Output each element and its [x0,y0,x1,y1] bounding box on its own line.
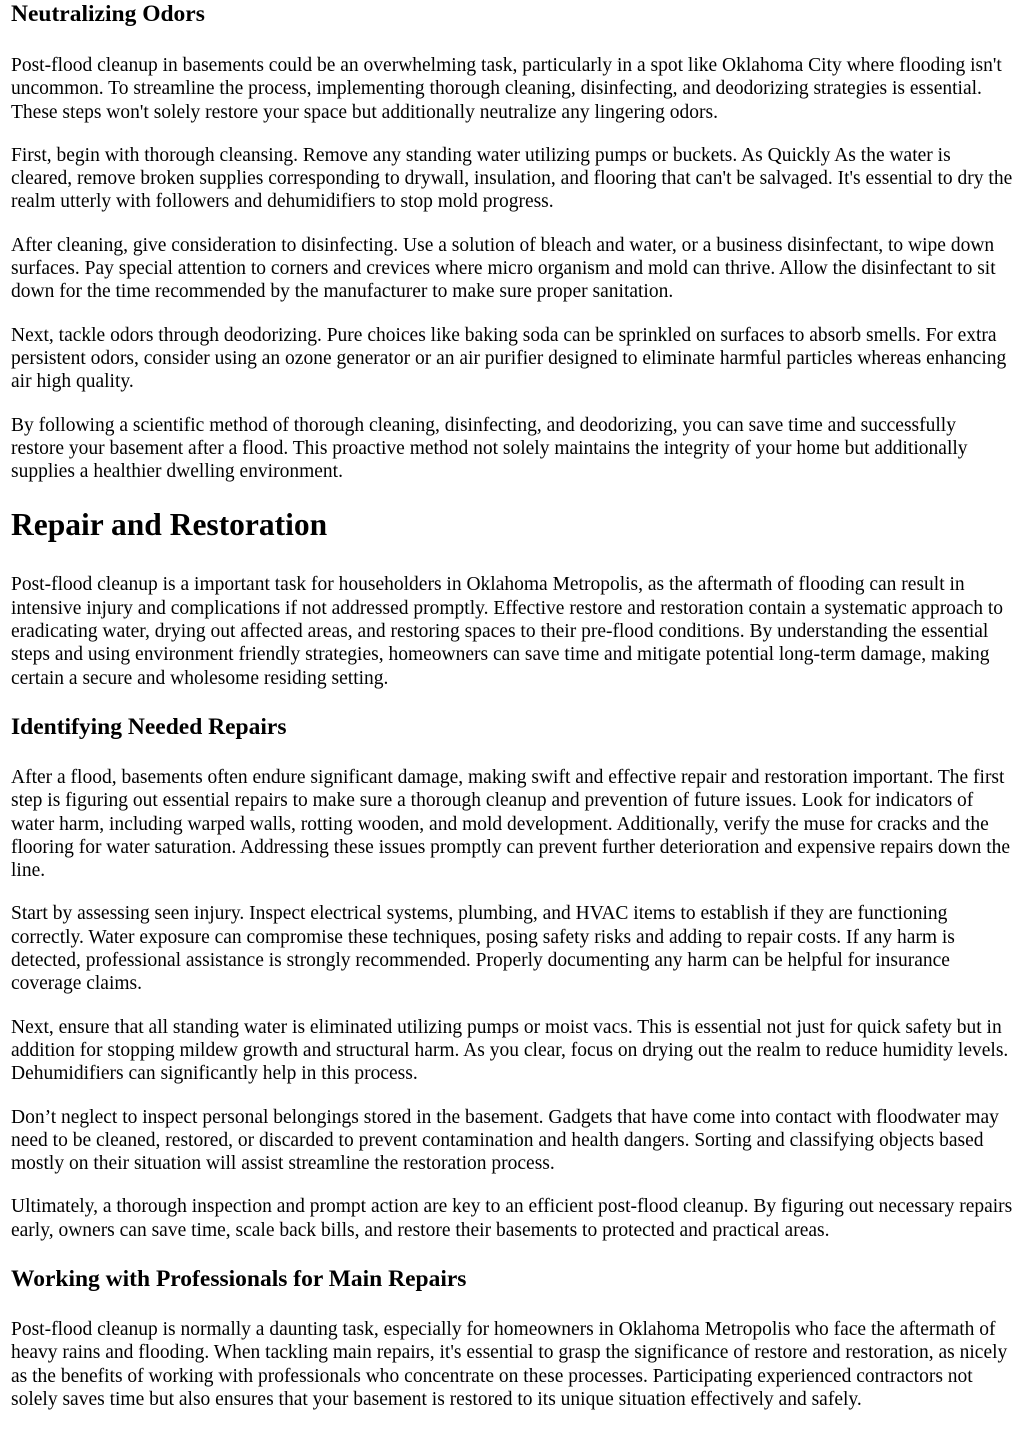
paragraph: Next, tackle odors through deodorizing. Pure choices like baking soda can be sprinkled on surfaces to absorb smells. For extra persistent odors, consider using an ozone generator or an air purifier designed to eliminate harmful particles whereas enhancing air high quality. [11,324,1007,393]
paragraph: Post-flood cleanup is normally a daunting task, especially for homeowners in Oklahoma Metropolis who face the aftermath of heavy rains and flooding. When tackling main repairs, it's essential to grasp the significance of restore and restoration, as nicely as the benefits of working with professionals who concentrate on these processes. Participating experienced contractors not solely saves time but also ensures that your basement is restored to its unique situation effectively and safely. [11,1318,1008,1410]
paragraph: First, begin with thorough cleansing. Remove any standing water utilizing pumps or buckets. As Quickly As the water is cleared, remove broken supplies corresponding to drywall, insulation, and flooring that can't be salvaged. It's essential to dry the realm utterly with followers and dehumidifiers to stop mold progress. [11,144,1013,213]
paragraph: Post-flood cleanup is a important task for householders in Oklahoma Metropolis, as the aftermath of flooding can result in intensive injury and complications if not addressed promptly. Effective restore and restoration contain a systematic approach to eradicating water, drying out affected areas, and restoring spaces to their pre-flood conditions. By understanding the essential steps and using environment friendly strategies, homeowners can save time and mitigate potential long-term damage, making certain a secure and wholesome residing setting. [11,574,1004,689]
article [0,1,1024,1411]
paragraph: After a flood, basements often endure significant damage, making swift and effective repair and restoration important. The first step is figuring out essential repairs to make sure a thorough cleanup and prevention of future issues. Look for indicators of water harm, including warped walls, rotting wooden, and mold development. Additionally, verify the muse for cracks and the flooring for water saturation. Addressing these issues promptly can prevent further deterioration and expensive repairs down the line. [11,766,1011,882]
heading-repair-and-restoration: Repair and Restoration [11,507,328,543]
paragraph: Post-flood cleanup in basements could be an overwhelming task, particularly in a spot like Oklahoma City where flooding isn't uncommon. To streamline the process, implementing thorough cleaning, disinfecting, and deodorizing strategies is essential. These steps won't solely restore your space but additionally neutralize any lingering odors. [11,55,1002,123]
paragraph: After cleaning, give consideration to disinfecting. Use a solution of bleach and water, or a business disinfectant, to wipe down surfaces. Pay special attention to corners and crevices where micro organism and mold can thrive. Allow the disinfectant to sit down for the time recommended by the manufacturer to make sure proper sanitation. [11,234,996,303]
heading-working-with-professionals: Working with Professionals for Main Repairs [11,1265,467,1292]
paragraph: Start by assessing seen injury. Inspect electrical systems, plumbing, and HVAC items to establish if they are functioning correctly. Water exposure can compromise these techniques, posing safety risks and adding to repair costs. If any harm is detected, professional assistance is strongly recommended. Properly documenting any harm can be helpful for insurance coverage claims. [11,903,955,995]
paragraph: Ultimately, a thorough inspection and prompt action are key to an efficient post-flood cleanup. By figuring out necessary repairs early, owners can save time, scale back bills, and restore their basements to protected and practical areas. [11,1196,1013,1241]
heading-identifying-needed-repairs: Identifying Needed Repairs [11,713,287,740]
paragraph: Don’t neglect to inspect personal belongings stored in the basement. Gadgets that have come into contact with floodwater may need to be cleaned, restored, or discarded to prevent contamination and health dangers. Sorting and classifying objects based mostly on their situation will assist streamline the restoration process. [11,1106,999,1175]
paragraph: By following a scientific method of thorough cleaning, disinfecting, and deodorizing, you can save time and successfully restore your basement after a flood. This proactive method not solely maintains the integrity of your home but additionally supplies a healthier dwelling environment. [11,414,968,483]
paragraph: Next, ensure that all standing water is eliminated utilizing pumps or moist vacs. This is essential not just for quick safety but in addition for stopping mildew growth and structural harm. As you clear, focus on drying out the realm to reduce humidity levels. Dehumidifiers can significantly help in this process. [11,1016,1009,1085]
heading-neutralizing-odors: Neutralizing Odors [11,1,205,27]
